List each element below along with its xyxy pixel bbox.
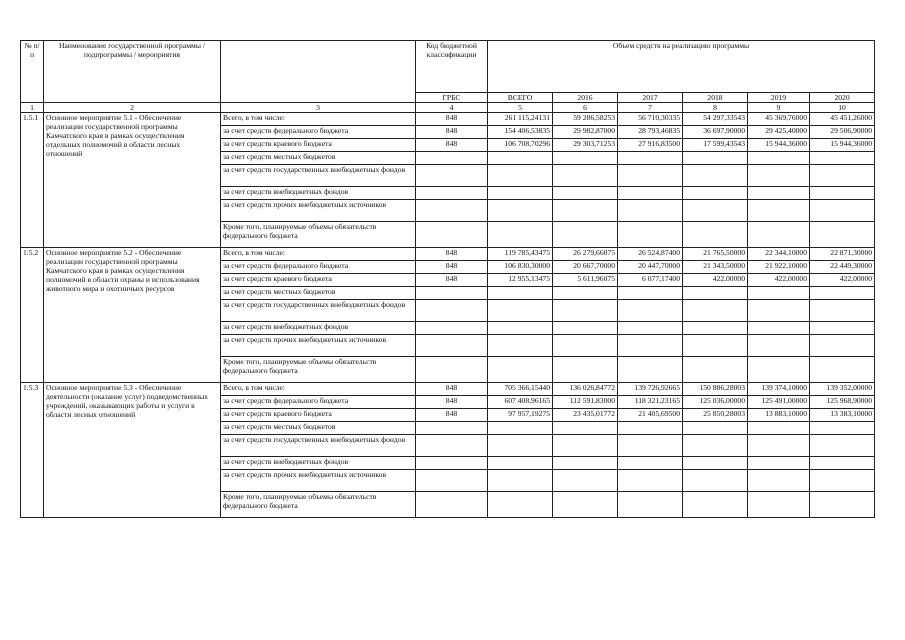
column-index: 10 xyxy=(810,103,875,113)
year-value: 45 369,76000 xyxy=(748,113,810,126)
year-value xyxy=(683,470,748,492)
table-row xyxy=(21,383,875,396)
column-index: 8 xyxy=(683,103,748,113)
grbs-code xyxy=(416,470,488,492)
total-value xyxy=(488,287,553,300)
column-index: 2 xyxy=(44,103,221,113)
year-value xyxy=(683,222,748,248)
year-value xyxy=(810,457,875,470)
year-value xyxy=(810,287,875,300)
total-value xyxy=(488,300,553,322)
grbs-code: 848 xyxy=(416,126,488,139)
year-value: 5 611,96075 xyxy=(553,274,618,287)
header-code: Код бюджетной классификации xyxy=(416,41,488,93)
funding-source-label: за счет средств государственных внебюджетных фондов xyxy=(221,435,416,457)
table-row xyxy=(21,113,875,126)
year-value: 150 886,28003 xyxy=(683,383,748,396)
grbs-code xyxy=(416,335,488,357)
year-value: 21 405,69500 xyxy=(618,409,683,422)
year-value: 59 286,58253 xyxy=(553,113,618,126)
total-value: 154 406,53835 xyxy=(488,126,553,139)
year-value: 139 726,92665 xyxy=(618,383,683,396)
year-value: 17 599,43543 xyxy=(683,139,748,152)
year-value xyxy=(810,152,875,165)
year-value xyxy=(748,335,810,357)
total-value xyxy=(488,222,553,248)
year-value xyxy=(618,300,683,322)
year-value xyxy=(683,357,748,383)
year-value: 118 321,23165 xyxy=(618,396,683,409)
column-index: 3 xyxy=(221,103,416,113)
header-num: № п/п xyxy=(21,41,44,103)
header-year: 2017 xyxy=(618,93,683,103)
year-value xyxy=(553,422,618,435)
year-value xyxy=(618,322,683,335)
year-value: 13 883,10000 xyxy=(748,409,810,422)
section-name: Основное мероприятие 5.2 - Обеспечение реализации государственной программы Камчатского края в рамках осуществления полномочий в области охраны и использования животного мира и охотничьих ресурсов xyxy=(44,248,221,383)
funding-source-label: Кроме того, планируемые объемы обязательств федерального бюджета xyxy=(221,222,416,248)
year-value xyxy=(810,357,875,383)
year-value: 23 435,01772 xyxy=(553,409,618,422)
year-value xyxy=(618,152,683,165)
year-value xyxy=(553,200,618,222)
year-value xyxy=(683,287,748,300)
year-value xyxy=(683,165,748,187)
header-year: 2020 xyxy=(810,93,875,103)
year-value: 29 982,87000 xyxy=(553,126,618,139)
year-value xyxy=(553,222,618,248)
total-value xyxy=(488,457,553,470)
year-value: 422,00000 xyxy=(748,274,810,287)
funding-source-label: за счет средств внебюджетных фондов xyxy=(221,457,416,470)
year-value xyxy=(553,470,618,492)
funding-source-label: за счет средств государственных внебюджетных фондов xyxy=(221,300,416,322)
funding-source-label: за счет средств местных бюджетов xyxy=(221,152,416,165)
year-value xyxy=(553,287,618,300)
grbs-code xyxy=(416,322,488,335)
header-grbs: ГРБС xyxy=(416,93,488,103)
funding-source-label: за счет средств прочих внебюджетных источников xyxy=(221,335,416,357)
grbs-code xyxy=(416,357,488,383)
grbs-code xyxy=(416,165,488,187)
year-value xyxy=(810,470,875,492)
year-value xyxy=(810,200,875,222)
section-name: Основное мероприятие 5.3 - Обеспечение деятельности (оказание услуг) подведомственных учреждений, оказывающих работы и услуги в области лесных отношений xyxy=(44,383,221,518)
year-value: 29 425,40000 xyxy=(748,126,810,139)
year-value xyxy=(618,470,683,492)
funding-source-label: Всего, в том числе: xyxy=(221,248,416,261)
grbs-code: 848 xyxy=(416,274,488,287)
funding-source-label: Кроме того, планируемые объемы обязательств федерального бюджета xyxy=(221,357,416,383)
funding-source-label: за счет средств прочих внебюджетных источников xyxy=(221,470,416,492)
year-value xyxy=(618,187,683,200)
header-row-index xyxy=(21,103,875,113)
year-value xyxy=(553,335,618,357)
year-value: 26 279,66075 xyxy=(553,248,618,261)
year-value xyxy=(553,300,618,322)
total-value: 97 957,19275 xyxy=(488,409,553,422)
year-value: 54 297,33543 xyxy=(683,113,748,126)
section-code: 1.5.2 xyxy=(21,248,44,383)
header-year: 2016 xyxy=(553,93,618,103)
year-value: 27 916,83500 xyxy=(618,139,683,152)
funding-source-label: за счет средств местных бюджетов xyxy=(221,287,416,300)
header-volume: Объем средств на реализацию программы xyxy=(488,41,875,93)
grbs-code xyxy=(416,200,488,222)
year-value: 45 451,26000 xyxy=(810,113,875,126)
year-value: 21 765,50000 xyxy=(683,248,748,261)
year-value xyxy=(618,435,683,457)
year-value: 422,00000 xyxy=(683,274,748,287)
year-value xyxy=(683,300,748,322)
grbs-code: 848 xyxy=(416,248,488,261)
grbs-code: 848 xyxy=(416,113,488,126)
year-value: 15 944,36000 xyxy=(748,139,810,152)
year-value xyxy=(810,492,875,518)
total-value xyxy=(488,357,553,383)
grbs-code: 848 xyxy=(416,396,488,409)
grbs-code: 848 xyxy=(416,409,488,422)
year-value: 21 922,10000 xyxy=(748,261,810,274)
year-value xyxy=(748,165,810,187)
column-index: 7 xyxy=(618,103,683,113)
year-value: 422,00000 xyxy=(810,274,875,287)
year-value xyxy=(618,492,683,518)
total-value: 106 830,30000 xyxy=(488,261,553,274)
section-code: 1.5.3 xyxy=(21,383,44,518)
funding-source-label: за счет средств федерального бюджета xyxy=(221,261,416,274)
table-row xyxy=(21,248,875,261)
year-value xyxy=(748,187,810,200)
funding-source-label: Всего, в том числе: xyxy=(221,113,416,126)
year-value xyxy=(683,200,748,222)
funding-source-label: Всего, в том числе: xyxy=(221,383,416,396)
total-value xyxy=(488,322,553,335)
total-value: 261 115,24131 xyxy=(488,113,553,126)
year-value xyxy=(553,457,618,470)
grbs-code xyxy=(416,457,488,470)
year-value: 29 506,90000 xyxy=(810,126,875,139)
year-value xyxy=(618,457,683,470)
funding-source-label: Кроме того, планируемые объемы обязательств федерального бюджета xyxy=(221,492,416,518)
year-value xyxy=(683,457,748,470)
year-value xyxy=(618,287,683,300)
year-value xyxy=(683,422,748,435)
year-value xyxy=(810,422,875,435)
year-value xyxy=(748,322,810,335)
year-value: 22 871,30000 xyxy=(810,248,875,261)
total-value xyxy=(488,435,553,457)
total-value: 607 408,96165 xyxy=(488,396,553,409)
column-index: 1 xyxy=(21,103,44,113)
year-value: 112 591,83000 xyxy=(553,396,618,409)
grbs-code xyxy=(416,187,488,200)
year-value xyxy=(748,470,810,492)
grbs-code xyxy=(416,422,488,435)
budget-table-sheet xyxy=(20,40,875,518)
grbs-code xyxy=(416,222,488,248)
year-value xyxy=(748,422,810,435)
total-value: 705 366,15440 xyxy=(488,383,553,396)
year-value: 56 710,30335 xyxy=(618,113,683,126)
header-total: ВСЕГО xyxy=(488,93,553,103)
year-value xyxy=(553,492,618,518)
year-value xyxy=(618,222,683,248)
column-index: 4 xyxy=(416,103,488,113)
grbs-code xyxy=(416,152,488,165)
total-value xyxy=(488,165,553,187)
year-value: 20 667,70000 xyxy=(553,261,618,274)
section-code: 1.5.1 xyxy=(21,113,44,248)
year-value xyxy=(748,357,810,383)
grbs-code xyxy=(416,287,488,300)
grbs-code xyxy=(416,300,488,322)
year-value: 136 026,84772 xyxy=(553,383,618,396)
year-value xyxy=(810,222,875,248)
year-value xyxy=(618,422,683,435)
year-value xyxy=(748,300,810,322)
year-value: 26 524,87400 xyxy=(618,248,683,261)
year-value: 22 344,10000 xyxy=(748,248,810,261)
grbs-code: 848 xyxy=(416,261,488,274)
year-value: 125 968,90000 xyxy=(810,396,875,409)
year-value: 20 447,70000 xyxy=(618,261,683,274)
year-value xyxy=(618,165,683,187)
total-value: 106 708,70296 xyxy=(488,139,553,152)
budget-table xyxy=(20,40,875,518)
year-value xyxy=(748,287,810,300)
header-row-main xyxy=(21,41,875,93)
funding-source-label: за счет средств федерального бюджета xyxy=(221,396,416,409)
column-index: 5 xyxy=(488,103,553,113)
funding-source-label: за счет средств прочих внебюджетных источников xyxy=(221,200,416,222)
year-value xyxy=(810,300,875,322)
year-value xyxy=(748,152,810,165)
header-year: 2019 xyxy=(748,93,810,103)
total-value xyxy=(488,422,553,435)
year-value xyxy=(553,435,618,457)
year-value: 6 077,17400 xyxy=(618,274,683,287)
total-value xyxy=(488,335,553,357)
funding-source-label: за счет средств краевого бюджета xyxy=(221,139,416,152)
year-value xyxy=(553,187,618,200)
funding-source-label: за счет средств местных бюджетов xyxy=(221,422,416,435)
total-value xyxy=(488,470,553,492)
year-value: 15 944,36000 xyxy=(810,139,875,152)
year-value: 125 491,00000 xyxy=(748,396,810,409)
year-value: 139 352,00000 xyxy=(810,383,875,396)
year-value xyxy=(810,435,875,457)
year-value xyxy=(810,322,875,335)
column-index: 9 xyxy=(748,103,810,113)
funding-source-label: за счет средств внебюджетных фондов xyxy=(221,187,416,200)
funding-source-label: за счет средств краевого бюджета xyxy=(221,409,416,422)
year-value xyxy=(683,187,748,200)
year-value: 139 374,10000 xyxy=(748,383,810,396)
year-value xyxy=(810,187,875,200)
total-value: 12 955,13475 xyxy=(488,274,553,287)
year-value xyxy=(553,165,618,187)
year-value: 25 850,28003 xyxy=(683,409,748,422)
section-name: Основное мероприятие 5.1 - Обеспечение реализации государственной программы Камчатского края в рамках осуществления отдельных полномочий в области лесных отношений xyxy=(44,113,221,248)
year-value xyxy=(810,335,875,357)
year-value xyxy=(683,335,748,357)
funding-source-label: за счет средств государственных внебюджетных фондов xyxy=(221,165,416,187)
year-value xyxy=(553,322,618,335)
year-value xyxy=(748,435,810,457)
year-value xyxy=(553,152,618,165)
total-value xyxy=(488,187,553,200)
header-blank xyxy=(221,41,416,103)
year-value xyxy=(683,492,748,518)
total-value: 119 785,43475 xyxy=(488,248,553,261)
funding-source-label: за счет средств краевого бюджета xyxy=(221,274,416,287)
year-value xyxy=(683,435,748,457)
total-value xyxy=(488,492,553,518)
year-value xyxy=(748,200,810,222)
year-value xyxy=(553,357,618,383)
column-index: 6 xyxy=(553,103,618,113)
header-name: Наименование государственной программы / подпрограммы / мероприятия xyxy=(44,41,221,103)
year-value: 28 793,46835 xyxy=(618,126,683,139)
year-value xyxy=(683,322,748,335)
year-value: 21 343,50000 xyxy=(683,261,748,274)
year-value xyxy=(748,492,810,518)
year-value xyxy=(683,152,748,165)
grbs-code xyxy=(416,492,488,518)
year-value: 29 303,71253 xyxy=(553,139,618,152)
year-value xyxy=(618,200,683,222)
year-value: 125 036,00000 xyxy=(683,396,748,409)
year-value xyxy=(810,165,875,187)
funding-source-label: за счет средств внебюджетных фондов xyxy=(221,322,416,335)
grbs-code: 848 xyxy=(416,383,488,396)
grbs-code: 848 xyxy=(416,139,488,152)
year-value: 13 383,10000 xyxy=(810,409,875,422)
year-value: 22 449,30000 xyxy=(810,261,875,274)
total-value xyxy=(488,152,553,165)
header-year: 2018 xyxy=(683,93,748,103)
year-value xyxy=(618,335,683,357)
year-value xyxy=(748,222,810,248)
year-value: 36 697,90000 xyxy=(683,126,748,139)
total-value xyxy=(488,200,553,222)
funding-source-label: за счет средств федерального бюджета xyxy=(221,126,416,139)
year-value xyxy=(618,357,683,383)
year-value xyxy=(748,457,810,470)
grbs-code xyxy=(416,435,488,457)
